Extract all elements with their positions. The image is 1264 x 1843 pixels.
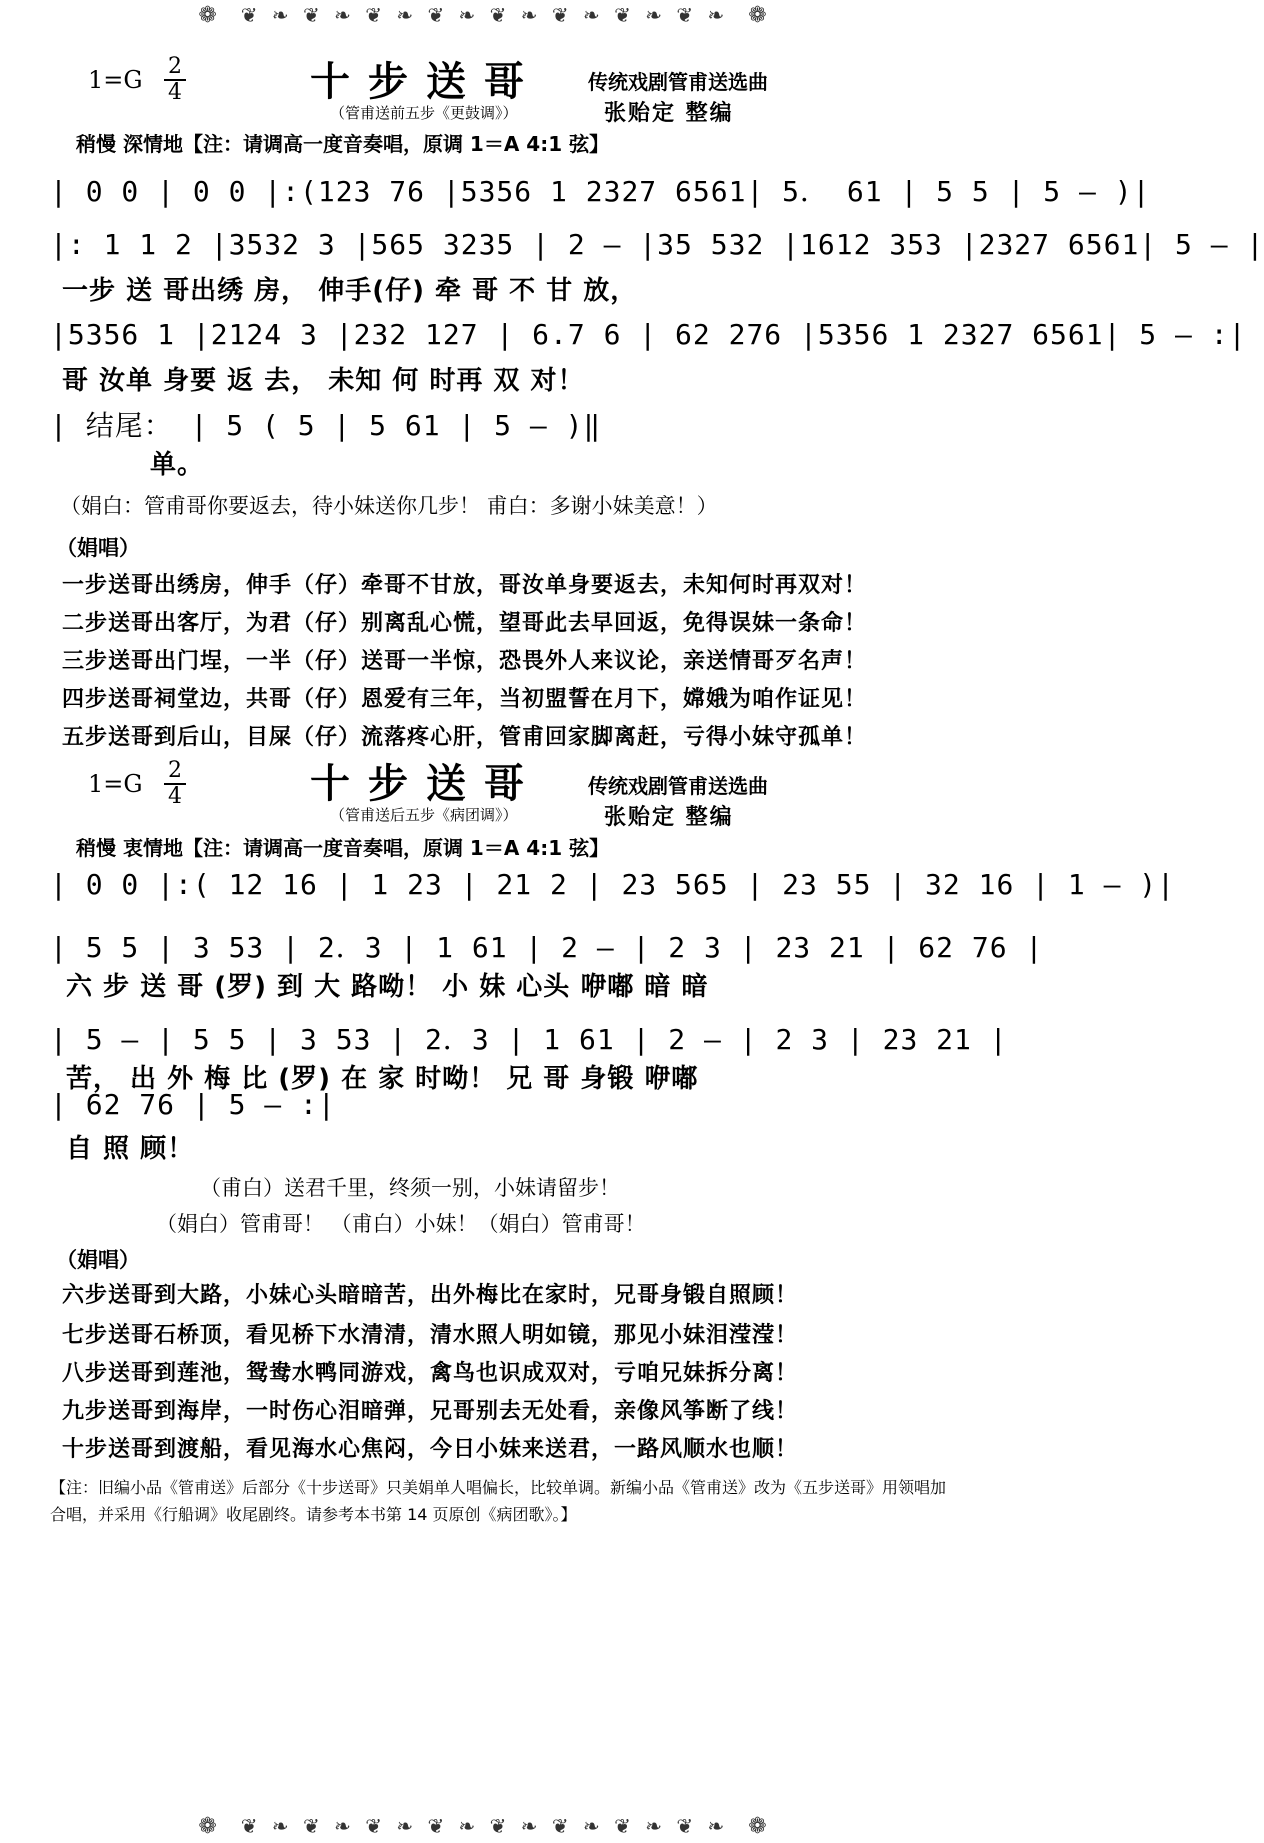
lyric-line: 自 照 顾！ (66, 1134, 195, 1164)
verse-line: 八步送哥到莲池，鸳鸯水鸭同游戏，禽鸟也识成双对，亏咱兄妹拆分离！ (62, 1361, 799, 1386)
verse-line: 五步送哥到后山，目屎（仔）流落疼心肝，管甫回家脚离赶，亏得小妹守孤单！ (62, 725, 868, 750)
left-flourish-icon: ❁ (198, 2, 221, 28)
notation-line: | 5 5 | 3 53 | 2．3 | 1 61 | 2 — | 2 3 | 23 21 | 62 76 | (50, 931, 1044, 964)
tempo-marking: 稍慢 衷情地【注：请调高一度音奏唱，原调 1＝A 4:1 弦】 (76, 836, 610, 860)
time-top: 2 (168, 54, 182, 79)
ornament-pattern: ❦ ❧ ❦ ❧ ❦ ❧ ❦ ❧ ❦ ❧ ❦ ❧ ❦ ❧ ❦ ❧ (240, 3, 729, 27)
subtitle: （管甫送后五步《病团调》） (330, 806, 518, 824)
notation-line: | 结尾： | 5 ( 5 | 5 61 | 5 — )‖ (50, 409, 602, 442)
subtitle: （管甫送前五步《更鼓调》） (330, 104, 518, 122)
time-top: 2 (168, 758, 182, 783)
singer-label: （娟唱） (56, 1248, 140, 1272)
notation-line: | 62 76 | 5 — :| (50, 1088, 336, 1121)
top-ornament-border (0, 2, 969, 28)
source-label: 传统戏剧管甫送选曲 (588, 774, 768, 798)
right-flourish-icon: ❁ (748, 1813, 771, 1839)
ornament-pattern: ❦ ❧ ❦ ❧ ❦ ❧ ❦ ❧ ❦ ❧ ❦ ❧ ❦ ❧ ❦ ❧ (240, 1814, 729, 1838)
lyric-line: 一步 送 哥出绣 房， 伸手(仔) 牵 哥 不 甘 放， (62, 276, 638, 306)
notation-line: |5356 1 |2124 3 |232 127 | 6.7 6 | 62 276 |5356 1 2327 6561| 5 — :| (50, 318, 1247, 351)
dialogue-line: （甫白）送君千里，终须一别，小妹请留步！ (200, 1176, 620, 1200)
time-signature (162, 760, 188, 808)
dialogue-line: （娟白：管甫哥你要返去，待小妹送你几步！ 甫白：多谢小妹美意！） (60, 494, 718, 518)
tempo-marking: 稍慢 深情地【注：请调高一度音奏唱，原调 1＝A 4:1 弦】 (76, 132, 610, 156)
arranger-label: 张贻定 整编 (604, 805, 734, 830)
singer-label: （娟唱） (56, 536, 140, 560)
verse-line: 二步送哥出客厅，为君（仔）别离乱心慌，望哥此去早回返，免得误妹一条命！ (62, 611, 868, 636)
left-flourish-icon: ❁ (198, 1813, 221, 1839)
lyric-line: 哥 汝单 身要 返 去， 未知 何 时再 双 对！ (62, 366, 585, 396)
lyric-line: 苦， 出 外 梅 比 (罗) 在 家 时呦！ 兄 哥 身锻 咿嘟 (66, 1064, 699, 1094)
time-signature (162, 56, 188, 104)
source-label: 传统戏剧管甫送选曲 (588, 70, 768, 94)
bottom-ornament-border (0, 1813, 969, 1839)
notation-line: | 5 — | 5 5 | 3 53 | 2．3 | 1 61 | 2 — | 2 3 | 23 21 | (50, 1023, 1008, 1056)
verse-line: 十步送哥到渡船，看见海水心焦闷，今日小妹来送君，一路风顺水也顺！ (62, 1437, 799, 1462)
time-bottom: 4 (168, 784, 182, 809)
notation-line: |: 1 1 2 |3532 3 |565 3235 | 2 — |35 532 |1612 353 |2327 6561| 5 — | (50, 228, 1264, 261)
right-flourish-icon: ❁ (748, 2, 771, 28)
verse-line: 四步送哥祠堂边，共哥（仔）恩爱有三年，当初盟誓在月下，嫦娥为咱作证见！ (62, 687, 868, 712)
notation-line: | 0 0 | 0 0 |:(123 76 |5356 1 2327 6561| 5． 61 | 5 5 | 5 — )| (50, 175, 1151, 208)
key-signature: 1=G (88, 66, 143, 94)
page-title: 十步送哥 (310, 58, 542, 105)
verse-line: 一步送哥出绣房，伸手（仔）牵哥不甘放，哥汝单身要返去，未知何时再双对！ (62, 573, 868, 598)
verse-line: 七步送哥石桥顶，看见桥下水清清，清水照人明如镜，那见小妹泪滢滢！ (62, 1323, 799, 1348)
verse-line: 三步送哥出门埕，一半（仔）送哥一半惊，恐畏外人来议论，亲送情哥歹名声！ (62, 649, 868, 674)
verse-line: 六步送哥到大路，小妹心头暗暗苦，出外梅比在家时，兄哥身锻自照顾！ (62, 1283, 799, 1308)
time-bottom: 4 (168, 80, 182, 105)
arranger-label: 张贻定 整编 (604, 101, 734, 126)
footnote: 【注：旧编小品《管甫送》后部分《十步送哥》只美娟单人唱偏长，比较单调。新编小品《管甫送》改为《五步送哥》用领唱加合唱，并采用《行船调》收尾剧终。请参考本书第 14 页原创《病团歌》。】 (50, 1478, 947, 1524)
verse-line: 九步送哥到海岸，一时伤心泪暗弹，兄哥别去无处看，亲像风筝断了线！ (62, 1399, 799, 1424)
lyric-line: 六 步 送 哥 (罗) 到 大 路呦！ 小 妹 心头 咿嘟 暗 暗 (66, 972, 709, 1002)
section-title: 十步送哥 (310, 760, 542, 807)
lyric-line: 单。 (150, 450, 205, 480)
key-signature: 1=G (88, 770, 143, 798)
notation-line: | 0 0 |:( 12 16 | 1 23 | 21 2 | 23 565 | 23 55 | 32 16 | 1 — )| (50, 868, 1176, 901)
dialogue-line: （娟白）管甫哥！ （甫白）小妹！（娟白）管甫哥！ (156, 1212, 646, 1236)
